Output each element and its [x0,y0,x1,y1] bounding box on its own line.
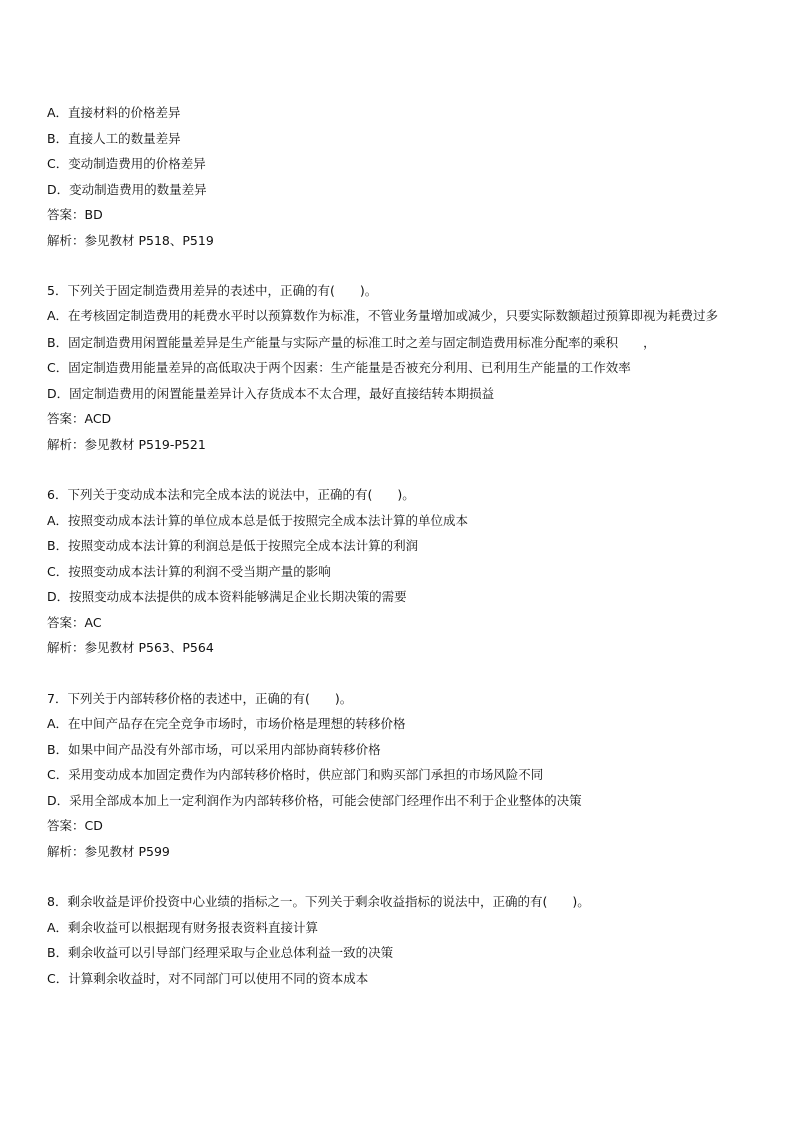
analysis-text: 解析：参见教材 P518、P519 [47,232,214,248]
question-text: 5．下列关于固定制造费用差异的表述中，正确的有( )。 [47,283,378,298]
spacer [47,253,759,278]
option-a: A．按照变动成本法计算的单位成本总是低于按照完全成本法计算的单位成本 [47,512,469,528]
option-c: C．采用变动成本加固定费作为内部转移价格时，供应部门和购买部门承担的市场风险不同 [47,767,544,782]
option-a: A．剩余收益可以根据现有财务报表资料直接计算 [47,919,319,935]
option-b: B．如果中间产品没有外部市场，可以采用内部协商转移价格 [47,741,381,757]
option-a: A．在考核固定制造费用的耗费水平时以预算数作为标准，不管业务量增加或减少，只要实际数额超过预算即视为耗费过多 [47,307,719,323]
document-page [47,100,759,991]
option-b: B．固定制造费用闲置能量差异是生产能量与实际产量的标准工时之差与固定制造费用标准分配率的乘积 ， [47,334,656,350]
question-5 [47,278,759,457]
option-c: C．固定制造费用能量差异的高低取决于两个因素：生产能量是否被充分利用、已利用生产能量的工作效率 [47,360,631,375]
question-text: 7．下列关于内部转移价格的表述中，正确的有( )。 [47,690,353,706]
question-6 [47,482,759,661]
option-c: C．变动制造费用的价格差异 [47,156,206,171]
spacer [47,661,759,686]
option-a: A．直接材料的价格差异 [47,105,181,120]
option-b: B．按照变动成本法计算的利润总是低于按照完全成本法计算的利润 [47,538,419,553]
question-text: 6．下列关于变动成本法和完全成本法的说法中，正确的有( )。 [47,487,415,502]
option-a: A．在中间产品存在完全竞争市场时，市场价格是理想的转移价格 [47,716,406,731]
option-c: C．计算剩余收益时，对不同部门可以使用不同的资本成本 [47,970,369,986]
analysis-text: 解析：参见教材 P599 [47,843,170,859]
spacer [47,864,759,889]
answer-text: 答案：BD [47,207,103,222]
question-4-continued [47,100,759,253]
analysis-text: 解析：参见教材 P563、P564 [47,640,214,655]
spacer [47,457,759,482]
option-b: B．直接人工的数量差异 [47,130,181,146]
option-d: D．按照变动成本法提供的成本资料能够满足企业长期决策的需要 [47,589,407,604]
option-d: D．采用全部成本加上一定利润作为内部转移价格，可能会使部门经理作出不利于企业整体的决策 [47,792,582,808]
option-c: C．按照变动成本法计算的利润不受当期产量的影响 [47,563,331,579]
question-text: 8．剩余收益是评价投资中心业绩的指标之一。下列关于剩余收益指标的说法中，正确的有( )。 [47,894,590,909]
question-8 [47,889,759,991]
option-d: D．固定制造费用的闲置能量差异计入存货成本不太合理，最好直接结转本期损益 [47,385,495,401]
question-7 [47,686,759,865]
answer-text: 答案：CD [47,818,103,833]
answer-text: 答案：ACD [47,411,112,426]
option-b: B．剩余收益可以引导部门经理采取与企业总体利益一致的决策 [47,945,394,960]
option-d: D．变动制造费用的数量差异 [47,181,207,197]
answer-text: 答案：AC [47,614,102,630]
analysis-text: 解析：参见教材 P519-P521 [47,436,206,452]
